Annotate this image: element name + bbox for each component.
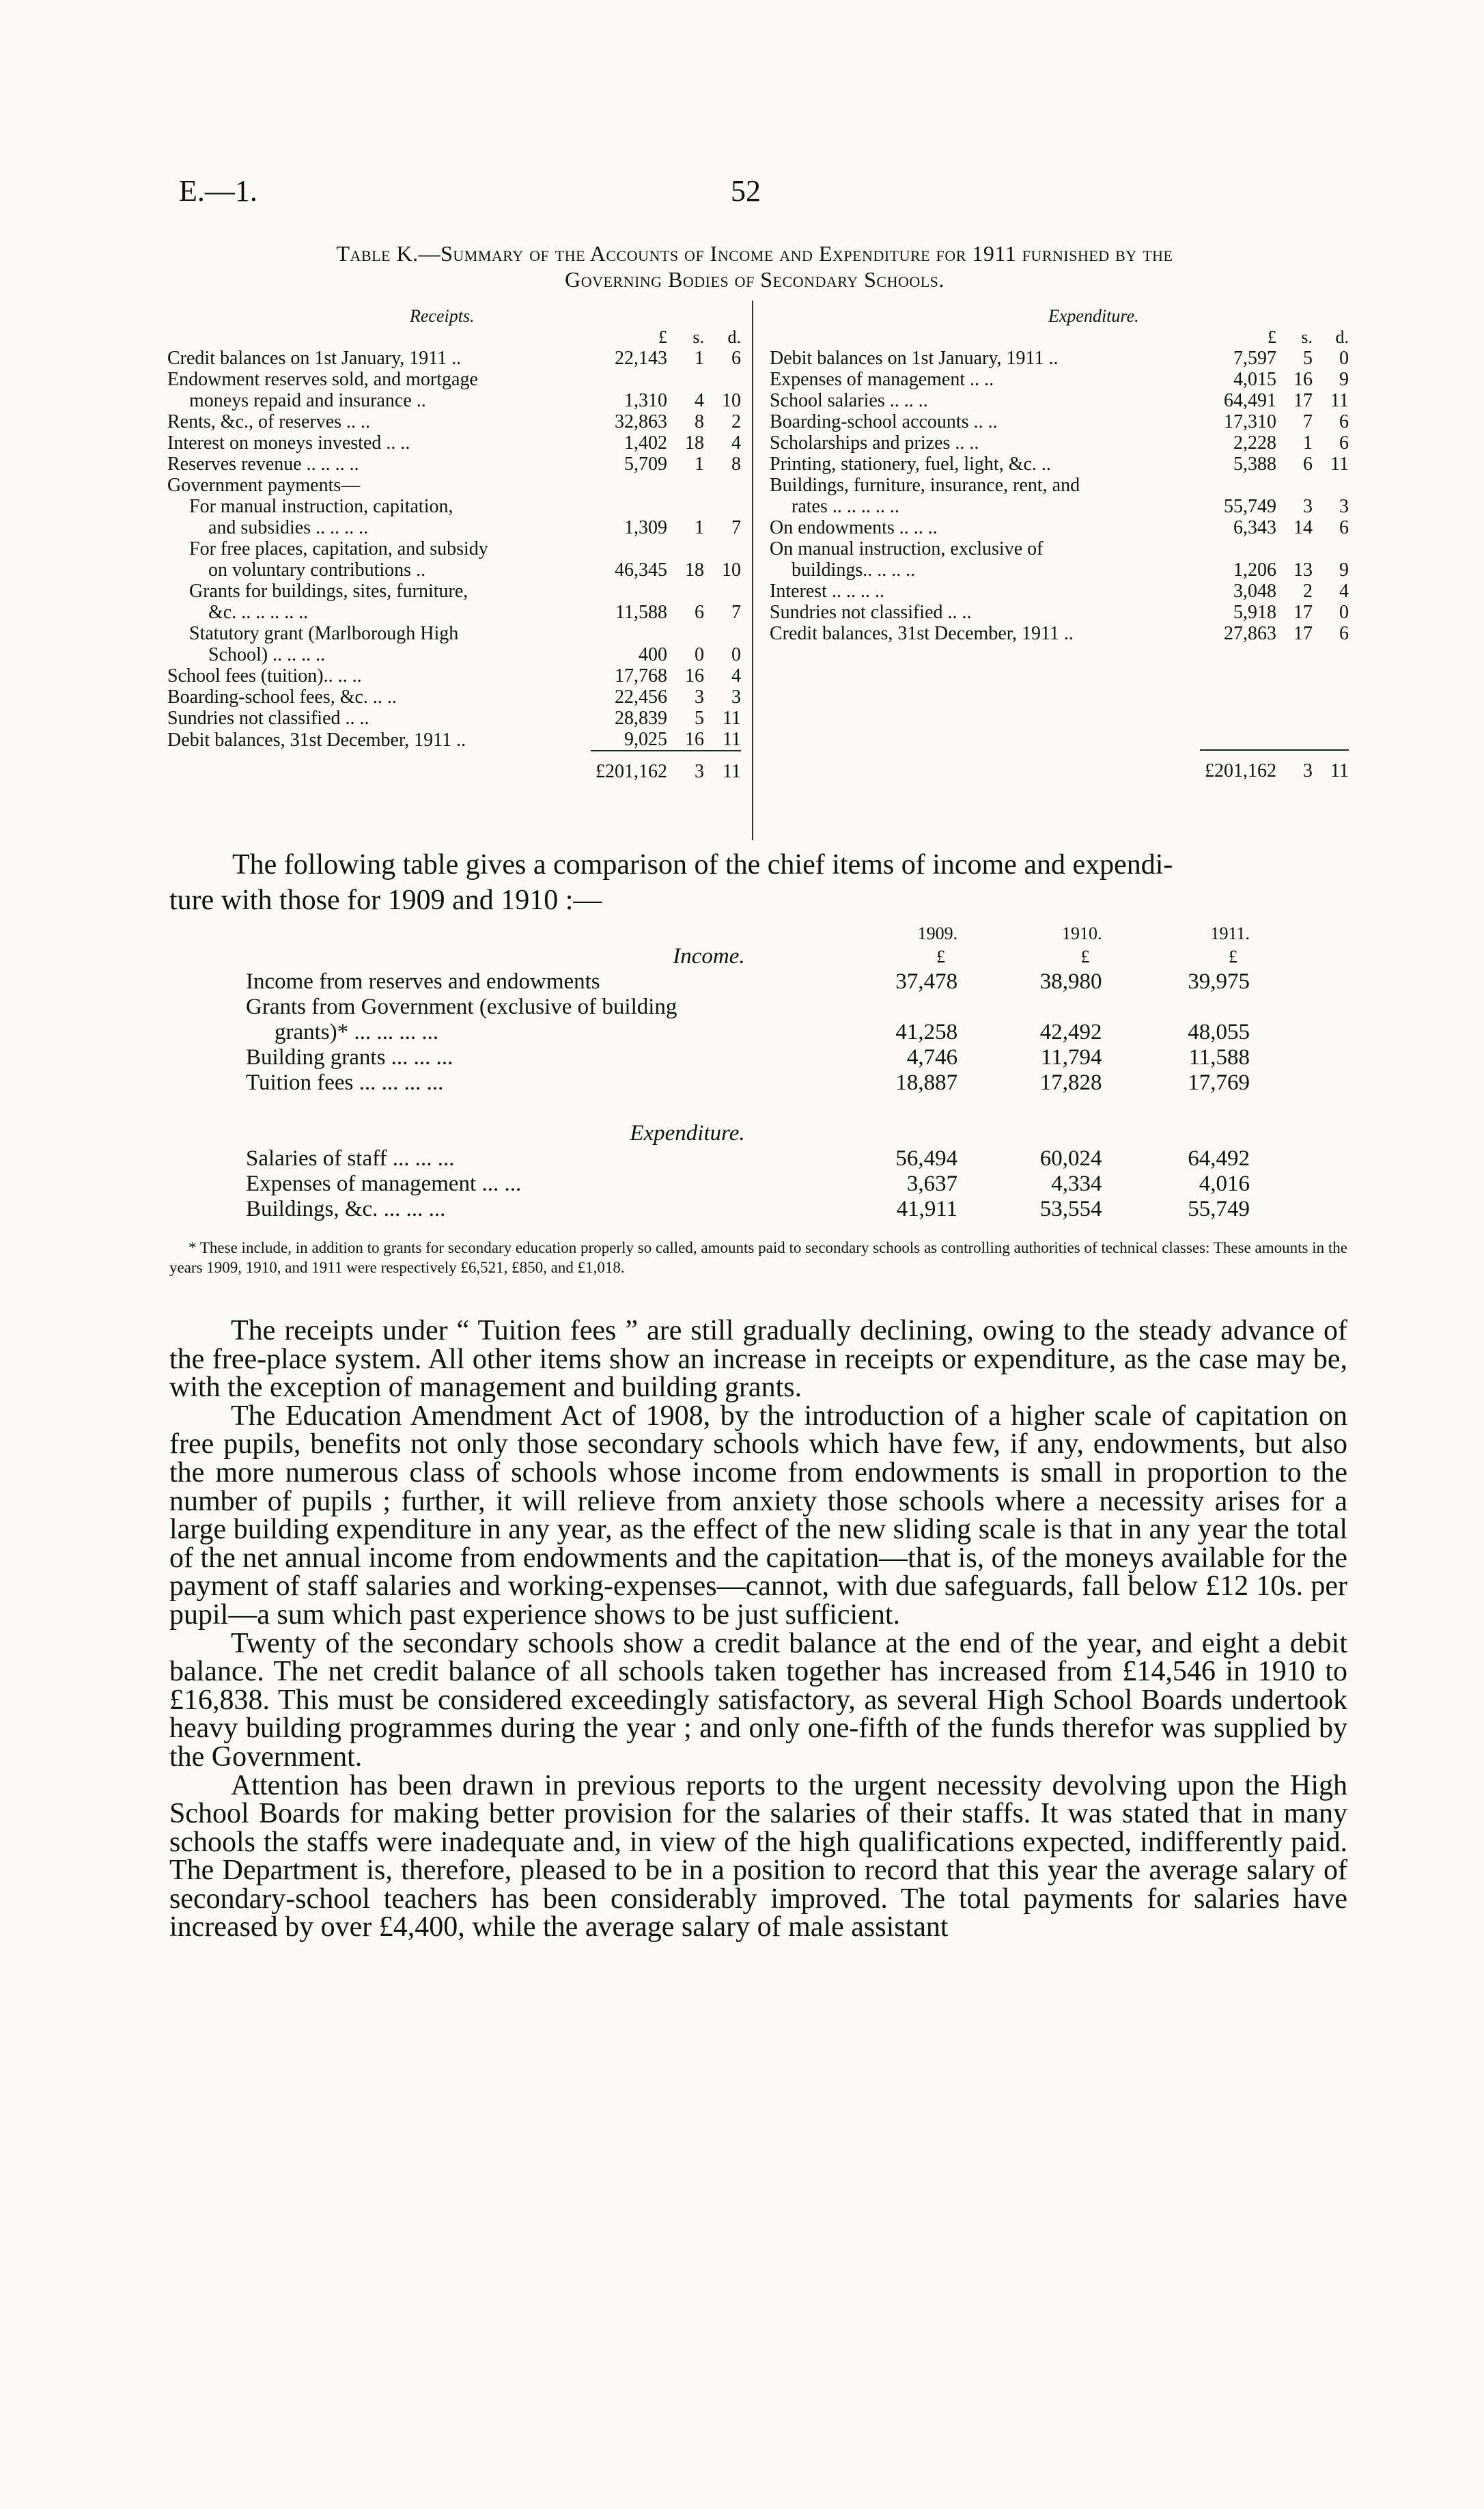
receipts-row	[167, 602, 741, 623]
comparison-value	[1123, 995, 1270, 1020]
expenditure-shillings: 13	[1293, 559, 1313, 581]
expenditure-spacer-cell	[770, 729, 1200, 750]
receipts-row-label: Credit balances on 1st January, 1911 ..	[167, 348, 462, 369]
receipts-row	[167, 348, 741, 369]
expenditure-pounds: 17,310	[1224, 411, 1276, 432]
receipts-unit: d.	[727, 327, 741, 347]
expenditure-shillings	[1276, 475, 1313, 496]
expenditure-shillings: 17	[1293, 602, 1313, 623]
comparison-value: 4,746	[906, 1045, 958, 1070]
table-title	[164, 240, 1345, 292]
expenditure-pence: 9	[1339, 559, 1349, 581]
receipts-unit: s.	[692, 327, 704, 347]
expenditure-spacer-cell	[770, 687, 1200, 708]
paragraph-2: The Education Amendment Act of 1908, by the introduction of a higher scale of capitation on free pupils, benefits not only those secondary schools which have few, if any, endowments, but also the more numerous class of schools whose income from endowments is small in proportion to the number of pupils ; further, it will relieve from anxiety those schools where a necessity arises for a large building expenditure in any year, as the effect of the new sliding scale is that in any year the total of the net annual income from endowments and the capitation—that is, of the moneys available for the payment of staff salaries and working-expenses—cannot, with due safeguards, fall below £12 10s. per pupil—a sum which past experience shows to be just sufficient.	[169, 1400, 1347, 1631]
page-code: E.—1.	[179, 174, 257, 208]
receipts-row-label: Rents, &c., of reserves .. ..	[167, 411, 371, 432]
expenditure-pence	[1313, 475, 1349, 496]
receipts-row-label: Endowment reserves sold, and mortgage	[167, 369, 478, 390]
receipts-pence: 8	[731, 454, 741, 475]
comparison-table	[246, 924, 1270, 1222]
receipts-pence: 11	[723, 708, 741, 729]
receipts-shillings	[667, 475, 704, 496]
comparison-value: 3,637	[906, 1172, 958, 1196]
comparison-value: 17,769	[1188, 1070, 1250, 1095]
comparison-spacer-row	[246, 1096, 1270, 1121]
receipts-pence: 7	[731, 602, 741, 623]
comparison-spacer-cell	[246, 1096, 827, 1121]
receipts-shillings	[667, 581, 704, 602]
receipts-shillings: 18	[685, 559, 704, 581]
receipts-pounds: 1,310	[624, 390, 667, 411]
paragraph-3: Twenty of the secondary schools show a credit balance at the end of the year, and eight a debit balance. The net credit balance of all schools taken together has increased from £14,546 in 1910 to £16,838. This must be considered exceedingly satisfactory, as several High School Boards undertook heavy building programmes during the year ; and only one-fifth of the funds therefor was supplied by the Government.	[169, 1627, 1347, 1773]
receipts-row	[167, 687, 741, 708]
expenditure-spacer-row	[770, 708, 1349, 729]
receipts-row-label: moneys repaid and insurance ..	[189, 390, 426, 411]
expenditure-shillings: 17	[1293, 623, 1313, 644]
comparison-row	[246, 1197, 1270, 1222]
receipts-shillings: 8	[695, 411, 704, 432]
paragraph-4: Attention has been drawn in previous reports to the urgent necessity devolving upon the High School Boards for making better provision for the salaries of their staffs. It was stated that in many schools the staffs were inadequate and, in view of the high qualifications expected, indifferently paid. The Department is, therefore, pleased to be in a position to record that this year the average salary of secondary-school teachers has been considerably improved. The total payments for salaries have increased by over £4,400, while the average salary of male assistant	[169, 1769, 1347, 1943]
receipts-pounds: 9,025	[624, 729, 667, 750]
receipts-row	[167, 708, 741, 729]
receipts-row-label: For free places, capitation, and subsidy	[189, 538, 488, 559]
receipts-row-label: Sundries not classified .. ..	[167, 708, 369, 729]
expenditure-pence: 0	[1339, 602, 1349, 623]
expenditure-unit: £	[1268, 327, 1276, 347]
receipts-row-label: Government payments—	[167, 475, 361, 496]
receipts-shillings: 5	[695, 708, 704, 729]
expenditure-row-label: On manual instruction, exclusive of	[770, 538, 1044, 559]
comparison-value: 41,258	[895, 1020, 958, 1044]
income-heading: Income.	[673, 944, 745, 969]
comparison-value: 18,887	[895, 1070, 958, 1095]
receipts-shillings	[667, 369, 704, 390]
expenditure-row	[770, 390, 1349, 411]
expenditure-total-pounds: £201,162	[1200, 750, 1276, 781]
expenditure-row	[770, 369, 1349, 390]
expenditure-pence: 4	[1339, 581, 1349, 602]
comparison-years-spacer	[246, 924, 827, 944]
comparison-row-label: grants)* ... ... ... ...	[275, 1020, 439, 1044]
table-title-line2: Governing Bodies of Secondary Schools.	[565, 267, 944, 292]
expenditure-row	[770, 348, 1349, 369]
receipts-pounds: 22,143	[615, 348, 667, 369]
footnote: * These include, in addition to grants for secondary education properly so called, amounts paid to secondary schools as controlling authorities of technical classes: These amounts in the years 1909, 1910, and 1911 were respectively £6,521, £850, and £1,018.	[169, 1239, 1347, 1276]
receipts-pence	[704, 623, 741, 644]
expenditure-pence: 6	[1339, 432, 1349, 454]
receipts-row-label: For manual instruction, capitation,	[189, 496, 453, 517]
comparison-row	[246, 1172, 1270, 1197]
receipts-pence: 4	[731, 432, 741, 454]
receipts-pounds: 22,456	[615, 687, 667, 708]
expenditure-pence: 6	[1339, 623, 1349, 644]
expenditure-total-pence: 11	[1313, 750, 1349, 781]
comparison-row	[246, 1020, 1270, 1045]
comparison-years-row	[246, 924, 1270, 944]
expenditure-pence: 6	[1339, 411, 1349, 432]
receipts-pence: 10	[722, 559, 741, 581]
receipts-shillings: 3	[695, 687, 704, 708]
expenditure-heading: Expenditure.	[1048, 306, 1139, 326]
column-divider	[752, 301, 753, 840]
receipts-units-row	[167, 327, 741, 348]
comparison-value: 60,024	[1039, 1146, 1102, 1171]
receipts-pence	[704, 475, 741, 496]
expenditure-shillings: 2	[1303, 581, 1313, 602]
expenditure-total-shillings: 3	[1276, 750, 1313, 781]
receipts-row	[167, 390, 741, 411]
expenditure-row	[770, 496, 1349, 517]
receipts-pence	[704, 369, 741, 390]
comparison-row-label: Tuition fees ... ... ... ...	[246, 1070, 444, 1095]
receipts-shillings: 4	[695, 390, 704, 411]
comparison-row	[246, 1146, 1270, 1172]
expenditure-pence: 9	[1339, 369, 1349, 390]
expenditure-row-label: rates .. .. .. .. ..	[792, 496, 899, 517]
expenditure-shillings: 17	[1293, 390, 1313, 411]
receipts-shillings: 1	[695, 517, 704, 538]
receipts-pence	[704, 538, 741, 559]
comparison-value: 11,588	[1188, 1045, 1250, 1070]
comparison-row	[246, 1070, 1270, 1096]
comparison-row-label: Expenses of management ... ...	[246, 1172, 522, 1196]
expenditure-row-label: Interest .. .. .. ..	[770, 581, 884, 602]
receipts-pounds: 1,402	[624, 432, 667, 454]
comparison-row	[246, 969, 1270, 995]
expenditure-total-label	[770, 750, 1200, 781]
comparison-value: 41,911	[896, 1197, 958, 1221]
expenditure-pounds: 5,388	[1233, 454, 1276, 475]
receipts-pounds: 32,863	[615, 411, 667, 432]
expenditure-pounds: 1,206	[1233, 559, 1276, 581]
comparison-value: 53,554	[1039, 1197, 1102, 1221]
receipts-total-shillings: 3	[667, 751, 704, 782]
receipts-row	[167, 559, 741, 581]
comparison-unit: £	[1229, 946, 1237, 967]
receipts-pence: 10	[722, 390, 741, 411]
expenditure-units-row	[770, 327, 1349, 348]
expenditure-pence	[1313, 538, 1349, 559]
comparison-unit: £	[936, 946, 946, 967]
expenditure-spacer-row	[770, 665, 1349, 687]
comparison-value: 42,492	[1039, 1020, 1102, 1044]
comparison-value: 4,334	[1051, 1172, 1102, 1196]
receipts-row-label: Interest on moneys invested .. ..	[167, 432, 410, 454]
receipts-row	[167, 644, 741, 665]
table-title-line1: Table K.—Summary of the Accounts of Income and Expenditure for 1911 furnished by the	[336, 241, 1173, 266]
expenditure-pounds: 55,749	[1224, 496, 1276, 517]
receipts-row	[167, 581, 741, 602]
receipts-pounds	[591, 475, 667, 496]
expenditure-row	[770, 454, 1349, 475]
expenditure-row	[770, 411, 1349, 432]
receipts-total-label	[167, 751, 591, 782]
expenditure-row-label: Sundries not classified .. ..	[770, 602, 972, 623]
expenditure-units-spacer	[770, 327, 1200, 348]
receipts-unit: £	[658, 327, 667, 347]
receipts-pounds: 17,768	[615, 665, 667, 687]
comparison-intro-line1: The following table gives a comparison of the chief items of income and expendi-	[232, 849, 1173, 881]
page-header	[179, 174, 1340, 214]
receipts-shillings	[667, 496, 704, 517]
receipts-shillings: 1	[695, 348, 704, 369]
expenditure-unit: d.	[1335, 327, 1349, 347]
expenditure-unit: s.	[1301, 327, 1313, 347]
receipts-row-label: Reserves revenue .. .. .. ..	[167, 454, 359, 475]
expenditure-pence: 0	[1339, 348, 1349, 369]
accounts-summary	[167, 301, 1349, 847]
expenditure-row	[770, 538, 1349, 559]
expenditure-pence: 6	[1339, 517, 1349, 538]
expenditure-spacer-cell	[770, 665, 1200, 687]
expenditure-row	[770, 559, 1349, 581]
comparison-value: 4,016	[1199, 1172, 1250, 1196]
receipts-row-label: Statutory grant (Marlborough High	[189, 623, 459, 644]
expenditure-pence: 3	[1339, 496, 1349, 517]
receipts-total-pence: 11	[704, 751, 741, 782]
comparison-value: 38,980	[1039, 969, 1102, 994]
receipts-row	[167, 454, 741, 475]
comparison-value: 11,794	[1041, 1045, 1102, 1070]
expenditure-shillings: 3	[1303, 496, 1313, 517]
body-text	[169, 1317, 1347, 1942]
expenditure-table	[770, 327, 1349, 781]
receipts-row-label: and subsidies .. .. .. ..	[208, 517, 369, 538]
expenditure-shillings	[1276, 538, 1313, 559]
expenditure-shillings: 5	[1303, 348, 1313, 369]
expenditure-pence: 11	[1330, 454, 1349, 475]
receipts-shillings	[667, 538, 704, 559]
comparison-year: 1910.	[1062, 924, 1102, 943]
receipts-shillings: 16	[685, 665, 704, 687]
expenditure-row-label: buildings.. .. .. ..	[792, 559, 916, 581]
receipts-pounds	[591, 623, 667, 644]
receipts-table	[167, 327, 741, 782]
expenditure-row-label: Credit balances, 31st December, 1911 ..	[770, 623, 1074, 644]
receipts-shillings: 6	[695, 602, 704, 623]
receipts-row-label: School fees (tuition).. .. ..	[167, 665, 362, 687]
expenditure-heading-row	[246, 1121, 1270, 1146]
comparison-row-label: Building grants ... ... ...	[246, 1045, 453, 1070]
receipts-shillings: 1	[695, 454, 704, 475]
comparison-value	[978, 995, 1122, 1020]
receipts-shillings: 18	[685, 432, 704, 454]
receipts-total-row	[167, 751, 741, 782]
expenditure-shillings: 16	[1293, 369, 1313, 390]
receipts-total-pounds: £201,162	[591, 751, 667, 782]
receipts-row	[167, 729, 741, 751]
expenditure-spacer-row	[770, 644, 1349, 665]
expenditure-row	[770, 517, 1349, 538]
expenditure-row-label: Buildings, furniture, insurance, rent, and	[770, 475, 1080, 496]
expenditure-spacer-row	[770, 729, 1349, 750]
receipts-pence: 6	[731, 348, 741, 369]
receipts-row	[167, 623, 741, 644]
receipts-row-label: School) .. .. .. ..	[208, 644, 326, 665]
expenditure-pounds: 27,863	[1224, 623, 1276, 644]
expenditure-row	[770, 602, 1349, 623]
receipts-pounds	[591, 538, 667, 559]
receipts-pounds: 1,309	[624, 517, 667, 538]
receipts-pounds: 46,345	[615, 559, 667, 581]
receipts-shillings: 0	[695, 644, 704, 665]
comparison-expenditure-heading: Expenditure.	[630, 1121, 745, 1146]
expenditure-row-label: Printing, stationery, fuel, light, &c. ..	[770, 454, 1051, 475]
paragraph-1: The receipts under “ Tuition fees ” are still gradually declining, owing to the steady advance of the free-place system. All other items show an increase in receipts or expenditure, as the case may be, with the exception of management and building grants.	[169, 1315, 1347, 1404]
receipts-row-label: Boarding-school fees, &c. .. ..	[167, 687, 397, 708]
receipts-row	[167, 517, 741, 538]
comparison-value: 64,492	[1188, 1146, 1250, 1171]
expenditure-row-label: On endowments .. .. ..	[770, 517, 938, 538]
comparison-value: 37,478	[895, 969, 958, 994]
expenditure-row-label: Scholarships and prizes .. ..	[770, 432, 979, 454]
comparison-row-label: Income from reserves and endowments	[246, 969, 600, 994]
expenditure-row-label: Debit balances on 1st January, 1911 ..	[770, 348, 1059, 369]
expenditure-pounds: 6,343	[1233, 517, 1276, 538]
receipts-pence: 4	[731, 665, 741, 687]
expenditure-pence: 11	[1330, 390, 1349, 411]
receipts-row	[167, 432, 741, 454]
receipts-units-spacer	[167, 327, 591, 348]
receipts-row	[167, 496, 741, 517]
expenditure-row	[770, 432, 1349, 454]
expenditure-pounds: 5,918	[1233, 602, 1276, 623]
expenditure-pounds	[1200, 475, 1276, 496]
receipts-heading: Receipts.	[410, 306, 475, 326]
expenditure-spacer-cell	[770, 644, 1200, 665]
receipts-pence: 2	[731, 411, 741, 432]
receipts-row	[167, 369, 741, 390]
receipts-pounds: 11,588	[615, 602, 667, 623]
comparison-row-label: Grants from Government (exclusive of building	[246, 995, 677, 1019]
expenditure-row	[770, 581, 1349, 602]
comparison-row	[246, 1045, 1270, 1070]
expenditure-shillings: 7	[1303, 411, 1313, 432]
receipts-row	[167, 538, 741, 559]
comparison-value	[827, 995, 978, 1020]
receipts-pounds: 28,839	[615, 708, 667, 729]
expenditure-spacer-row	[770, 687, 1349, 708]
receipts-pence: 11	[723, 729, 741, 750]
receipts-row-label: Debit balances, 31st December, 1911 ..	[167, 730, 466, 751]
receipts-pence	[704, 496, 741, 517]
expenditure-pounds: 4,015	[1233, 369, 1276, 390]
comparison-value: 39,975	[1188, 969, 1250, 994]
comparison-value: 55,749	[1188, 1197, 1250, 1221]
income-heading-row	[246, 944, 1270, 969]
expenditure-pounds: 7,597	[1233, 348, 1276, 369]
comparison-row	[246, 995, 1270, 1020]
receipts-pence	[704, 581, 741, 602]
expenditure-pounds: 2,228	[1233, 432, 1276, 454]
page-number: 52	[731, 174, 761, 208]
comparison-row-label: Buildings, &c. ... ... ...	[246, 1197, 446, 1221]
expenditure-shillings: 1	[1303, 432, 1313, 454]
expenditure-row	[770, 623, 1349, 644]
comparison-value: 17,828	[1039, 1070, 1102, 1095]
receipts-row	[167, 475, 741, 496]
receipts-pence: 0	[731, 644, 741, 665]
receipts-pounds	[591, 581, 667, 602]
expenditure-spacer-cell	[770, 708, 1200, 729]
receipts-pounds	[591, 369, 667, 390]
receipts-row	[167, 411, 741, 432]
receipts-shillings: 16	[685, 729, 704, 750]
comparison-year: 1909.	[917, 924, 958, 943]
expenditure-pounds	[1200, 538, 1276, 559]
expenditure-shillings: 14	[1293, 517, 1313, 538]
receipts-row-label: Grants for buildings, sites, furniture,	[189, 581, 468, 602]
comparison-unit: £	[1080, 946, 1090, 967]
expenditure-pounds: 3,048	[1233, 581, 1276, 602]
expenditure-pounds: 64,491	[1224, 390, 1276, 411]
receipts-row-label: on voluntary contributions ..	[208, 559, 426, 581]
expenditure-total-row	[770, 750, 1349, 781]
receipts-row	[167, 665, 741, 687]
comparison-row-label: Salaries of staff ... ... ...	[246, 1146, 455, 1171]
expenditure-row-label: School salaries .. .. ..	[770, 390, 928, 411]
expenditure-shillings: 6	[1303, 454, 1313, 475]
receipts-row-label: &c. .. .. .. .. ..	[208, 602, 309, 623]
receipts-shillings	[667, 623, 704, 644]
receipts-pounds: 400	[639, 644, 667, 665]
receipts-pence: 7	[731, 517, 741, 538]
comparison-intro-line2: ture with those for 1909 and 1910 :—	[169, 885, 602, 916]
expenditure-row-label: Boarding-school accounts .. ..	[770, 411, 998, 432]
comparison-value: 56,494	[895, 1146, 958, 1171]
comparison-value: 48,055	[1188, 1020, 1250, 1044]
receipts-pounds	[591, 496, 667, 517]
receipts-pounds: 5,709	[624, 454, 667, 475]
expenditure-row-label: Expenses of management .. ..	[770, 369, 994, 390]
receipts-pence: 3	[731, 687, 741, 708]
expenditure-row	[770, 475, 1349, 496]
comparison-year: 1911.	[1210, 924, 1250, 943]
